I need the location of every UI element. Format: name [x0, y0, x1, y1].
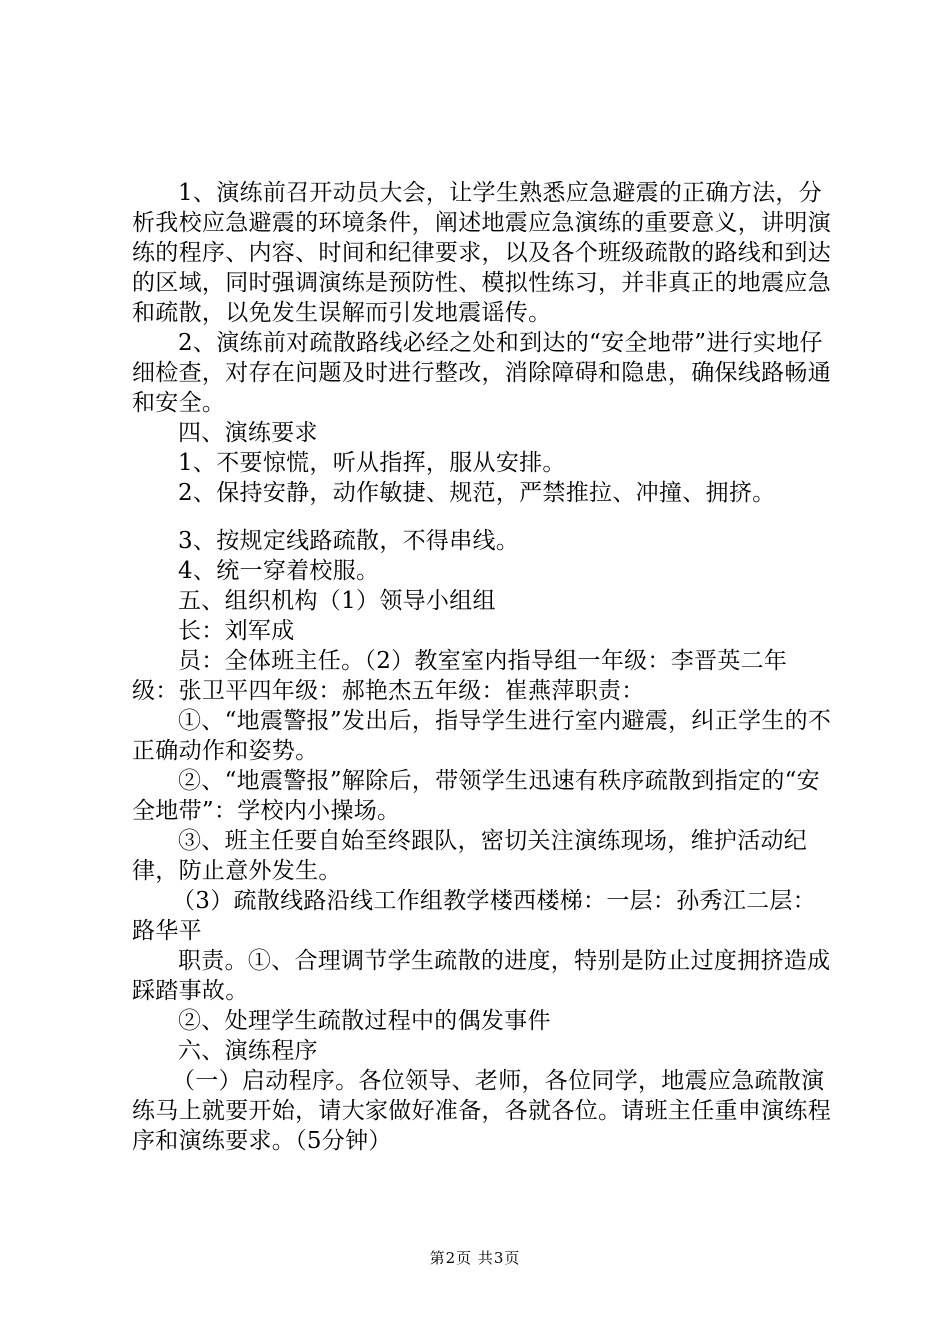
requirement-item-2: 2、保持安静，动作敏捷、规范，严禁推拉、冲撞、拥挤。: [178, 480, 776, 506]
paragraph-handle-incidents: ②、处理学生疏散过程中的偶发事件: [178, 1008, 551, 1034]
section-heading-organization: 五、组织机构（1）领导小组组: [178, 588, 496, 614]
requirement-item-3: 3、按规定线路疏散，不得串线。: [178, 528, 520, 554]
paragraph-mobilization-meeting: 1、演练前召开动员大会，让学生熟悉应急避震的正确方法，分析我校应急避震的环境条件，阐述地震应急演练的重要意义，讲明演练的程序、内容、时间和纪律要求，以及各个班级疏散的路线和到达的区域，同时强调演练是预防性、模拟性练习，并非真正的地震应急和疏散，以免发生误解而引发地震谣传。: [132, 180, 831, 326]
duty-item-2: ②、“地震警报”解除后，带领学生迅速有秩序疏散到指定的“安全地带”：学校内小操场。: [132, 768, 820, 824]
paragraph-group-leader: 长：刘军成: [178, 618, 295, 644]
requirement-item-1: 1、不要惊慌，听从指挥，服从安排。: [178, 450, 566, 476]
document-body: [132, 178, 832, 1156]
section-heading-procedure: 六、演练程序: [178, 1038, 318, 1064]
duty-item-1: ①、“地震警报”发出后，指导学生进行室内避震，纠正学生的不正确动作和姿势。: [132, 708, 832, 764]
paragraph-route-group-duties: 职责。①、合理调节学生疏散的进度，特别是防止过度拥挤造成踩踏事故。: [132, 948, 831, 1004]
page-footer: 第2页 共3页: [429, 1249, 521, 1267]
paragraph-startup-procedure: （一）启动程序。各位领导、老师，各位同学，地震应急疏散演练马上就要开始，请大家做好准备，各就各位。请班主任重申演练程序和演练要求。（5分钟）: [132, 1068, 831, 1154]
section-heading-requirements: 四、演练要求: [178, 420, 318, 446]
duty-item-3: ③、班主任要自始至终跟队，密切关注演练现场，维护活动纪律，防止意外发生。: [132, 828, 808, 884]
paragraph-members-indoor-group: 员：全体班主任。（2）教室室内指导组一年级：李晋英二年级：张卫平四年级：郝艳杰五年级：崔燕萍职责：: [132, 648, 788, 704]
paragraph-evacuation-route-group: （3）疏散线路沿线工作组教学楼西楼梯：一层：孙秀江二层：路华平: [132, 888, 817, 944]
requirement-item-4: 4、统一穿着校服。: [178, 558, 380, 584]
paragraph-route-inspection: 2、演练前对疏散路线必经之处和到达的“安全地带”进行实地仔细检查，对存在问题及时进行整改，消除障碍和隐患，确保线路畅通和安全。: [132, 330, 831, 416]
paragraph-spacer: [132, 508, 832, 526]
